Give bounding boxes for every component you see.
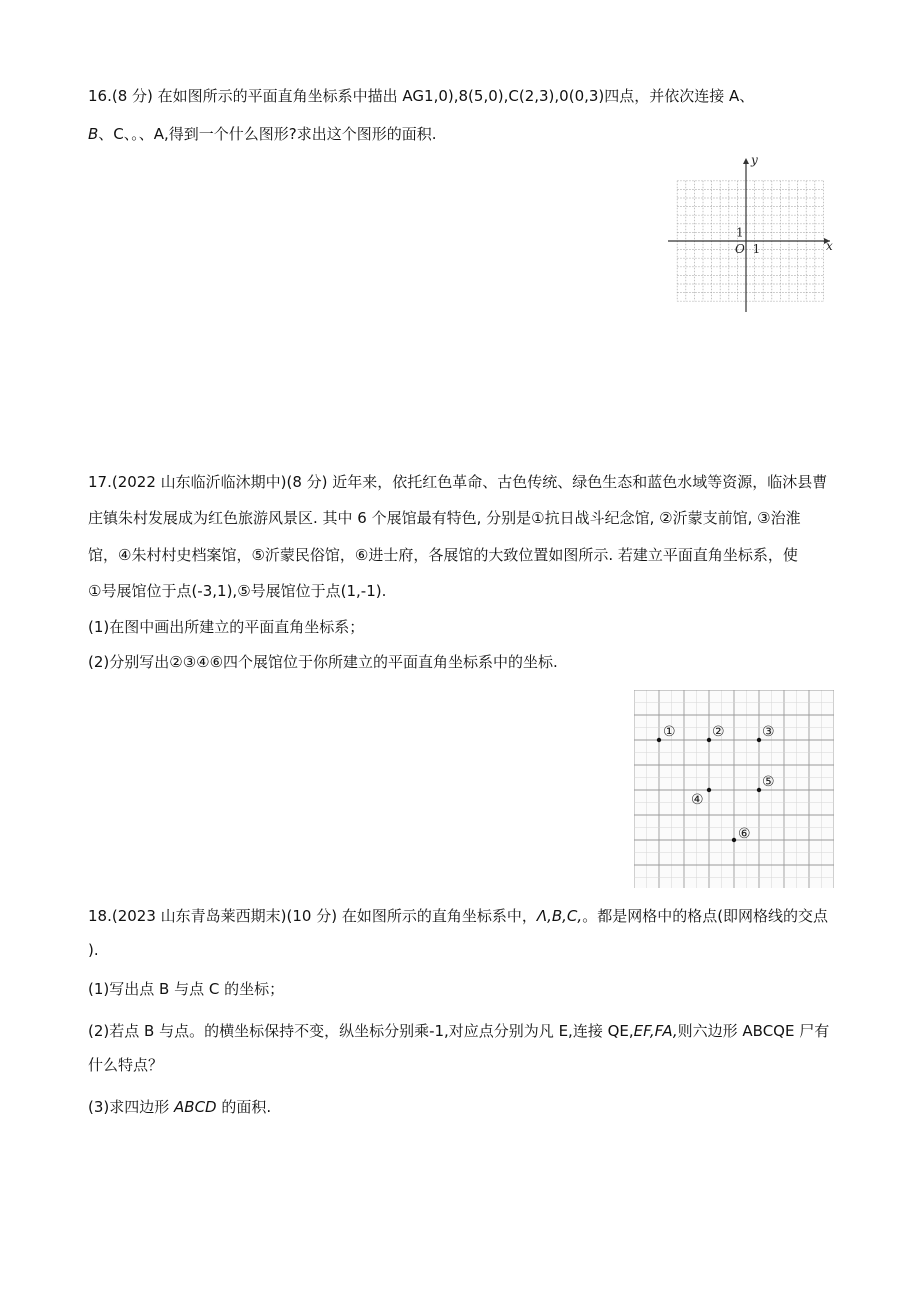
q17-line-3: 馆，④朱村村史档案馆，⑤沂蒙民俗馆，⑥进士府，各展馆的大致位置如图所示. 若建立平面直角坐标系，使 — [88, 546, 798, 564]
q16-coordinate-figure — [662, 154, 840, 316]
q18-sub-question-2 — [88, 1021, 829, 1041]
q18-quadrilateral-name: ABCD — [174, 1098, 217, 1116]
q16-point-b: B — [88, 125, 99, 143]
venue-point — [707, 788, 711, 792]
q17-sub-question-2: (2)分别写出②③④⑥四个展馆位于你所建立的平面直角坐标系中的坐标. — [88, 653, 558, 671]
q17-grid-figure — [634, 690, 834, 888]
venue-label: ⑤ — [762, 774, 775, 790]
venue-label: ② — [712, 724, 725, 740]
q17-line-1: 17.(2022 山东临沂临沐期中)(8 分) 近年来，依托红色革命、古色传统、绿色生态和蓝色水域等资源，临沐县曹 — [88, 473, 828, 491]
venue-point — [707, 738, 711, 742]
y-axis-arrow — [743, 158, 749, 164]
q18-sub-2-segments: EF,FA, — [633, 1022, 678, 1040]
venue-label: ③ — [762, 724, 775, 740]
q18-line-1-a: 18.(2023 山东青岛莱西期末)(10 分) 在如图所示的直角坐标系中， — [88, 907, 537, 925]
q18-sub-question-3 — [88, 1097, 271, 1117]
venue-label: ① — [663, 724, 676, 740]
q18-sub-2-a: (2)若点 B 与点。的横坐标保持不变，纵坐标分别乘-1,对应点分别为凡 E,连接 QE, — [88, 1022, 634, 1040]
x-tick-label: 1 — [752, 242, 761, 256]
q18-sub-3-b: 的面积. — [216, 1098, 272, 1116]
y-axis-label: y — [751, 154, 758, 167]
q18-sub-3-a: (3)求四边形 — [88, 1098, 175, 1116]
q17-sub-question-1: (1)在图中画出所建立的平面直角坐标系； — [88, 618, 365, 636]
venue-label: ⑥ — [738, 826, 751, 842]
y-tick-label: 1 — [736, 225, 744, 240]
q18-sub-question-2-cont: 什么特点？ — [88, 1056, 164, 1074]
q17-grid — [634, 690, 834, 888]
q16-line-2-text: 、C、。、A,得到一个什么图形?求出这个图形的面积. — [98, 125, 437, 143]
q16-line-1: 16.(8 分) 在如图所示的平面直角坐标系中描出 AG1,0),8(5,0),C(2,3),0(0,3)四点，并依次连接 A、 — [88, 87, 755, 105]
venue-label: ④ — [691, 792, 704, 808]
q18-line-1-b: 。都是网格中的格点(即网格线的交点 — [582, 907, 829, 925]
q17-line-4: ①号展馆位于点(-3,1),⑤号展馆位于点(1,-1). — [88, 582, 387, 600]
venue-point — [757, 788, 761, 792]
q18-sub-question-1: (1)写出点 B 与点 C 的坐标； — [88, 980, 285, 998]
q18-line-2: ). — [88, 941, 99, 959]
q16-grid — [662, 154, 840, 316]
q17-line-2: 庄镇朱村发展成为红色旅游风景区. 其中 6 个展馆最有特色, 分别是①抗日战斗纪念馆, ②沂蒙支前馆, ③治淮 — [88, 509, 801, 527]
q16-line-2 — [88, 124, 437, 144]
q18-sub-2-b: 则六边形 ABCQE 尸有 — [677, 1022, 830, 1040]
q18-line-1 — [88, 906, 828, 926]
x-axis-label: x — [826, 239, 833, 253]
venue-point — [732, 838, 736, 842]
origin-label: O — [735, 242, 745, 256]
venue-point — [657, 738, 661, 742]
venue-point — [757, 738, 761, 742]
q18-points: Λ,B,C, — [536, 907, 583, 925]
